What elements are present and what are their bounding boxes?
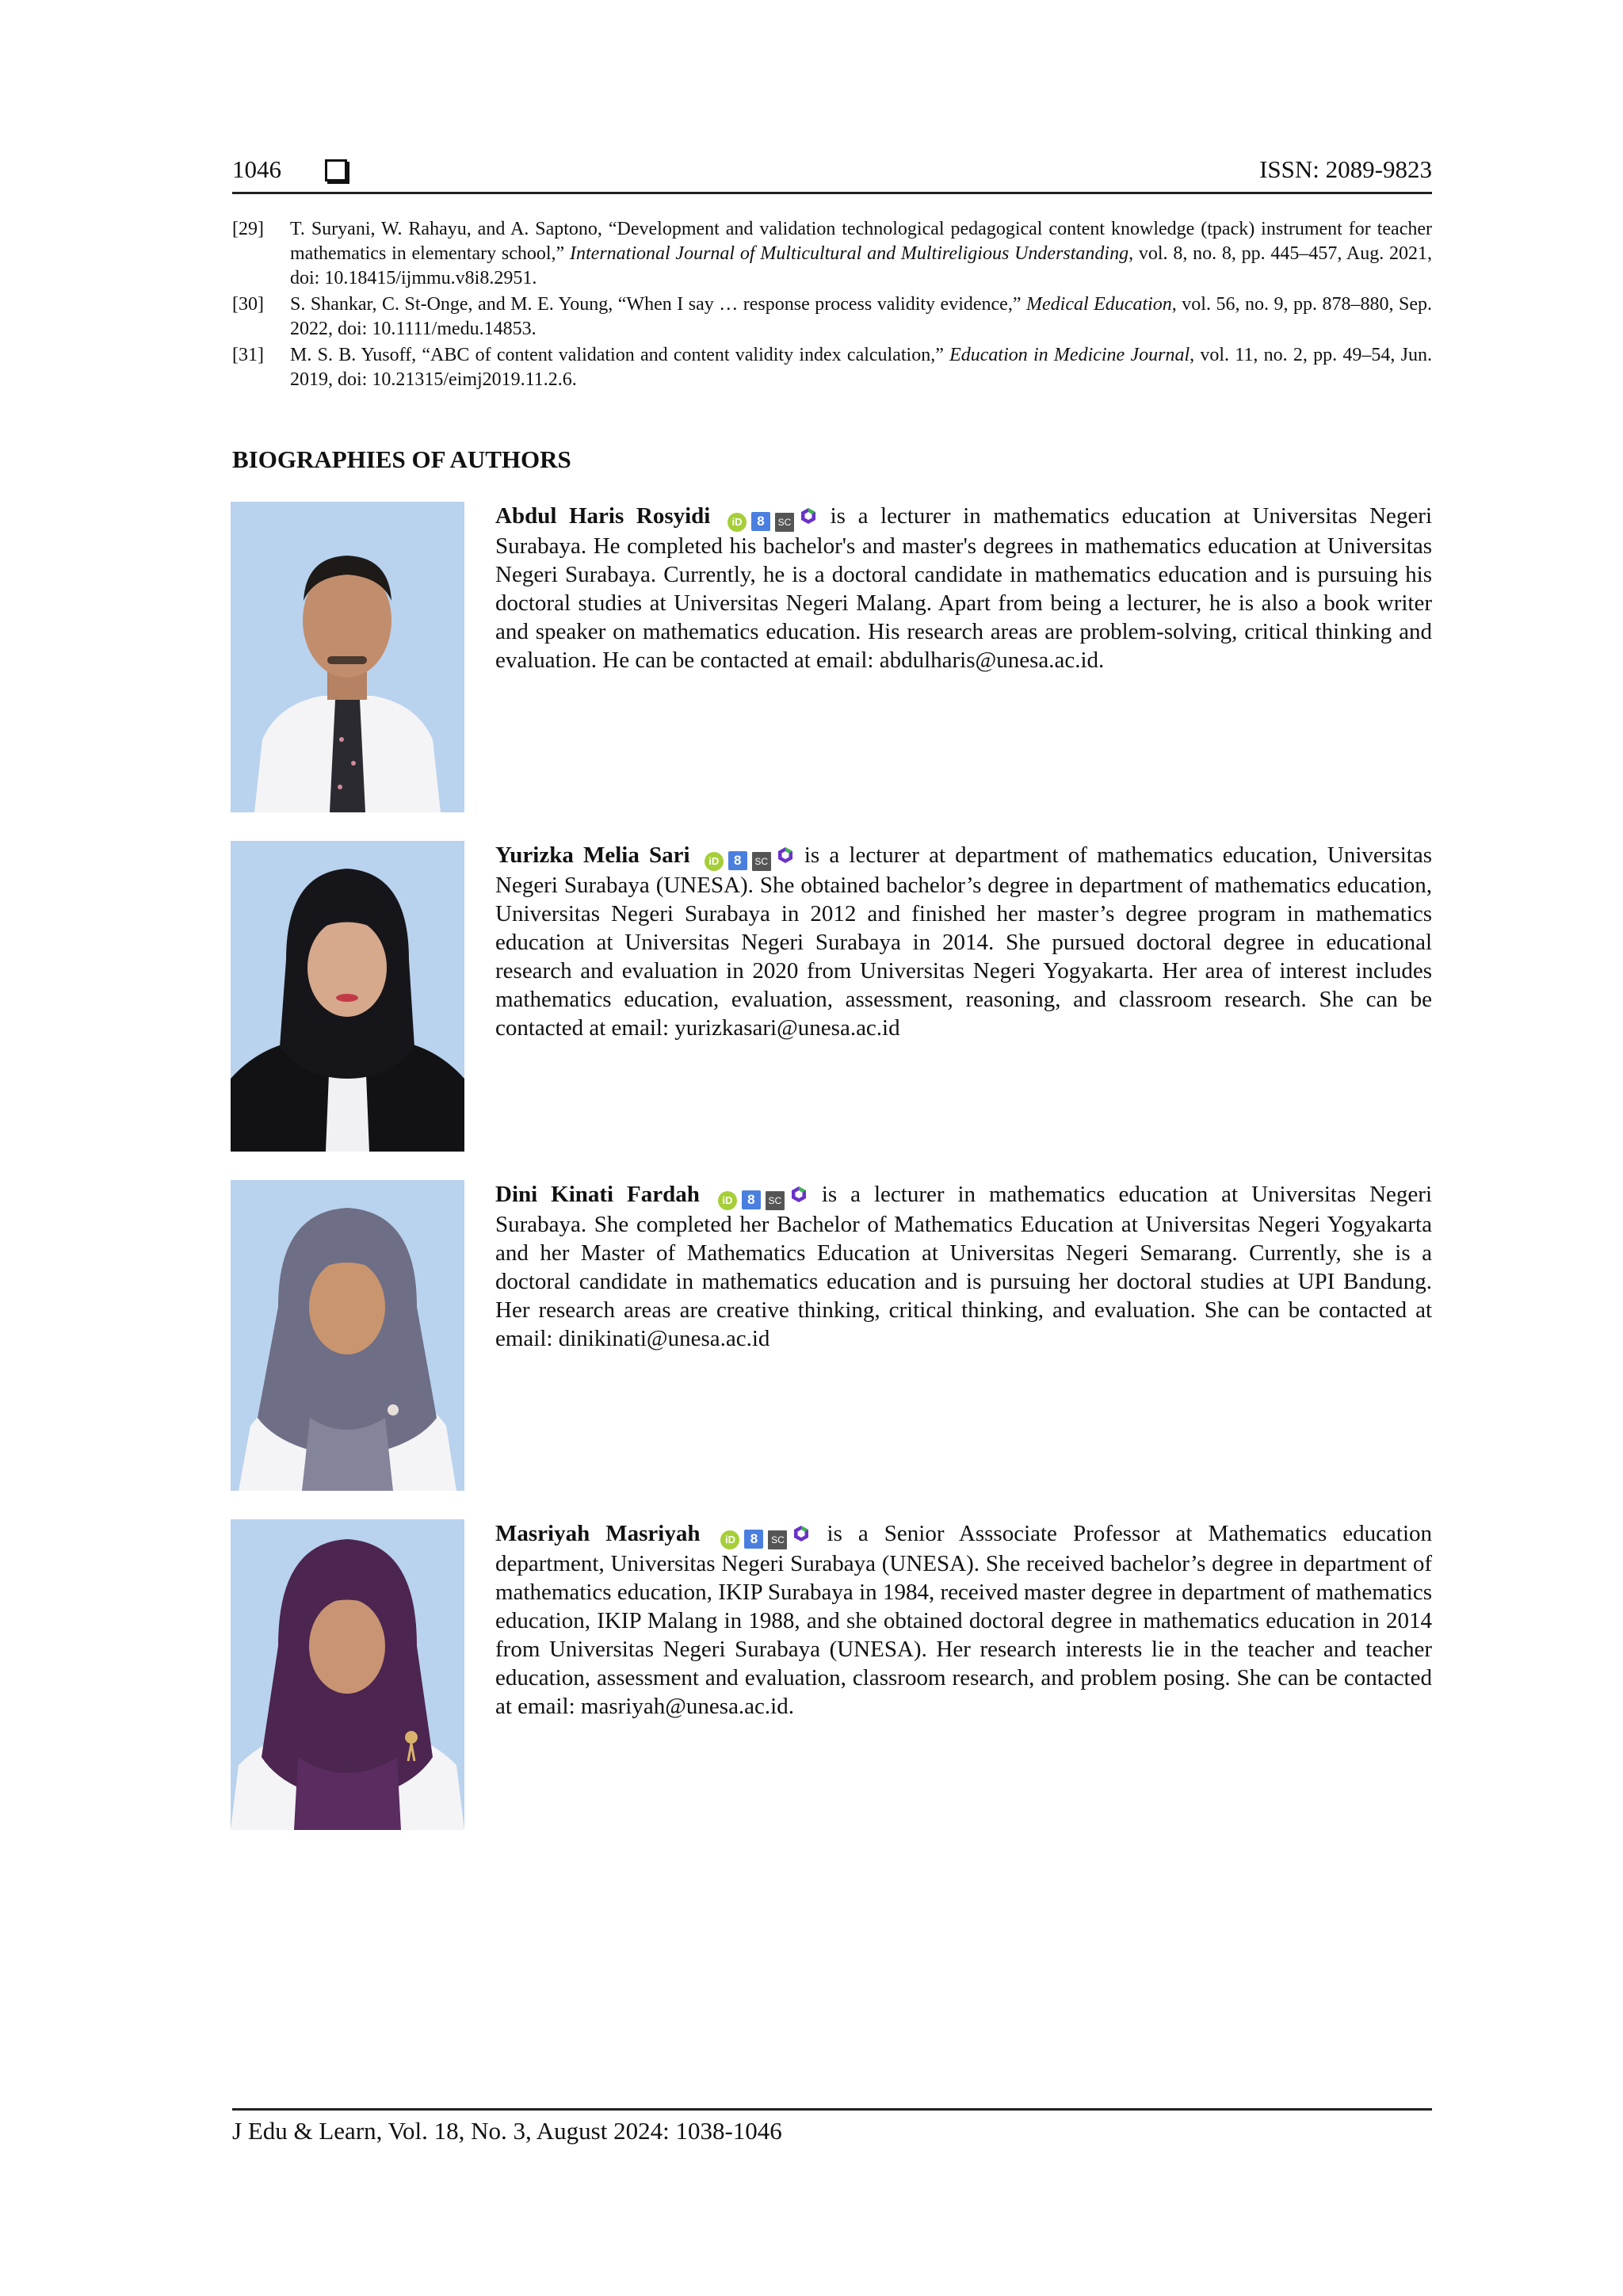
scopus-icon[interactable]: SC bbox=[766, 1191, 785, 1210]
scopus-icon[interactable]: SC bbox=[768, 1530, 787, 1549]
box-icon bbox=[325, 159, 347, 181]
author-photo bbox=[231, 841, 464, 1152]
author-name: Dini Kinati Fardah bbox=[495, 1182, 700, 1207]
orcid-icon[interactable]: iD bbox=[727, 513, 747, 532]
biography-text bbox=[495, 841, 1432, 1042]
reference-text: M. S. B. Yusoff, “ABC of content validation and content validity index calculation,” bbox=[290, 345, 950, 365]
author-biography bbox=[231, 502, 1432, 812]
biography-text bbox=[495, 502, 1432, 674]
biography-text bbox=[495, 1519, 1432, 1721]
web-of-science-icon[interactable] bbox=[792, 1522, 811, 1541]
reference-text: S. Shankar, C. St-Onge, and M. E. Young, “When I say … response process validity evidence,” bbox=[290, 294, 1026, 315]
author-photo bbox=[231, 1519, 464, 1830]
author-name: Masriyah Masriyah bbox=[495, 1521, 701, 1546]
page-footer bbox=[232, 2108, 1432, 2145]
reference-text: T. Suryani, W. Rahayu, and A. Saptono, “Development and validation technological pedagogical content knowledge (tpack) instrument for teacher mathematics in elementary school,” bbox=[290, 219, 1432, 264]
portrait-image bbox=[231, 1180, 464, 1491]
issn: ISSN: 2089-9823 bbox=[1259, 155, 1432, 183]
google-scholar-icon[interactable]: 8 bbox=[751, 512, 770, 531]
reference-item bbox=[232, 292, 1432, 342]
biography-body: is a lecturer in mathematics education at Universitas Negeri Surabaya. She completed her Bachelor of Mathematics Education at Universitas Negeri Yogyakarta and her Master of Mathematics Education at Universitas Negeri Semarang. Currently, she is a doctoral candidate in mathematics education and is pursuing her doctoral studies at UPI Bandung. Her research areas are creative thinking, critical thinking, and evaluation. She can be contacted at email: dinikinati@unesa.ac.id bbox=[495, 1182, 1433, 1351]
reference-number: [30] bbox=[232, 294, 264, 315]
section-heading: BIOGRAPHIES OF AUTHORS bbox=[232, 445, 571, 473]
reference-item bbox=[232, 217, 1432, 291]
orcid-icon[interactable]: iD bbox=[705, 852, 724, 871]
author-photo bbox=[231, 1180, 464, 1491]
portrait-image bbox=[231, 1519, 464, 1830]
scopus-icon[interactable]: SC bbox=[775, 513, 794, 532]
reference-journal: Education in Medicine Journal bbox=[949, 345, 1190, 365]
google-scholar-icon[interactable]: 8 bbox=[728, 851, 747, 870]
reference-details: , vol. 11, no. 2, pp. 49–54, Jun. 2019, doi: 10.21315/eimj2019.11.2.6. bbox=[290, 345, 1432, 390]
footer-citation: J Edu & Learn, Vol. 18, No. 3, August 2024: 1038-1046 bbox=[232, 2117, 782, 2145]
author-name: Abdul Haris Rosyidi bbox=[495, 503, 711, 529]
biography-body: is a Senior Asssociate Professor at Mathematics education department, Universitas Negeri Surabaya (UNESA). She received bachelor’s degree in department of mathematics education, IKIP Surabaya in 1984, received master degree in department of mathematics education, IKIP Malang in 1988, and she obtained doctoral degree in mathematics education in 2014 from Universitas Negeri Surabaya (UNESA). Her research interests lie in the teacher and teacher education, assessment and evaluation, classroom research, and problem posing. She can be contacted at email: masriyah@unesa.ac.id. bbox=[495, 1521, 1433, 1719]
reference-number: [31] bbox=[232, 345, 264, 365]
web-of-science-icon[interactable] bbox=[789, 1182, 808, 1201]
biography-text bbox=[495, 1180, 1432, 1353]
reference-details: , vol. 8, no. 8, pp. 445–457, Aug. 2021, doi: 10.18415/ijmmu.v8i8.2951. bbox=[290, 243, 1432, 288]
portrait-image bbox=[231, 502, 464, 812]
scopus-icon[interactable]: SC bbox=[752, 852, 771, 871]
reference-journal: International Journal of Multicultural and Multireligious Understanding bbox=[570, 243, 1129, 264]
orcid-icon[interactable]: iD bbox=[718, 1191, 737, 1210]
web-of-science-icon[interactable] bbox=[799, 504, 818, 523]
author-biography bbox=[231, 1180, 1432, 1491]
google-scholar-icon[interactable]: 8 bbox=[744, 1530, 763, 1549]
reference-journal: Medical Education bbox=[1026, 294, 1172, 315]
page-header bbox=[232, 152, 1432, 194]
author-biography bbox=[231, 1519, 1432, 1830]
portrait-image bbox=[231, 841, 464, 1152]
web-of-science-icon[interactable] bbox=[776, 843, 795, 862]
reference-details: , vol. 56, no. 9, pp. 878–880, Sep. 2022, doi: 10.1111/medu.14853. bbox=[290, 294, 1433, 339]
page-number: 1046 bbox=[232, 155, 281, 183]
reference-list bbox=[232, 217, 1432, 394]
author-name: Yurizka Melia Sari bbox=[495, 842, 690, 868]
google-scholar-icon[interactable]: 8 bbox=[742, 1190, 761, 1209]
biography-body: is a lecturer at department of mathematics education, Universitas Negeri Surabaya (UNESA). She obtained bachelor’s degree in department of mathematics education, Universitas Negeri Surabaya in 2012 and finished her master’s degree program in mathematics education at Universitas Negeri Surabaya in 2014. She pursued doctoral degree in educational research and evaluation in 2020 from Universitas Negeri Yogyakarta. Her area of interest includes mathematics education, evaluation, assessment, reasoning, and classroom research. She can be contacted at email: yurizkasari@unesa.ac.id bbox=[495, 842, 1432, 1041]
author-photo bbox=[231, 502, 464, 812]
orcid-icon[interactable]: iD bbox=[720, 1530, 739, 1549]
biography-body: is a lecturer in mathematics education at Universitas Negeri Surabaya. He completed his bachelor's and master's degrees in mathematics education at Universitas Negeri Surabaya. Currently, he is a doctoral candidate in mathematics education and is pursuing his doctoral studies at Universitas Negeri Malang. Apart from being a lecturer, he is also a book writer and speaker on mathematics education. His research areas are problem-solving, critical thinking and evaluation. He can be contacted at email: abdulharis@unesa.ac.id. bbox=[495, 503, 1433, 673]
reference-number: [29] bbox=[232, 219, 264, 239]
reference-item bbox=[232, 343, 1432, 392]
author-biography bbox=[231, 841, 1432, 1152]
